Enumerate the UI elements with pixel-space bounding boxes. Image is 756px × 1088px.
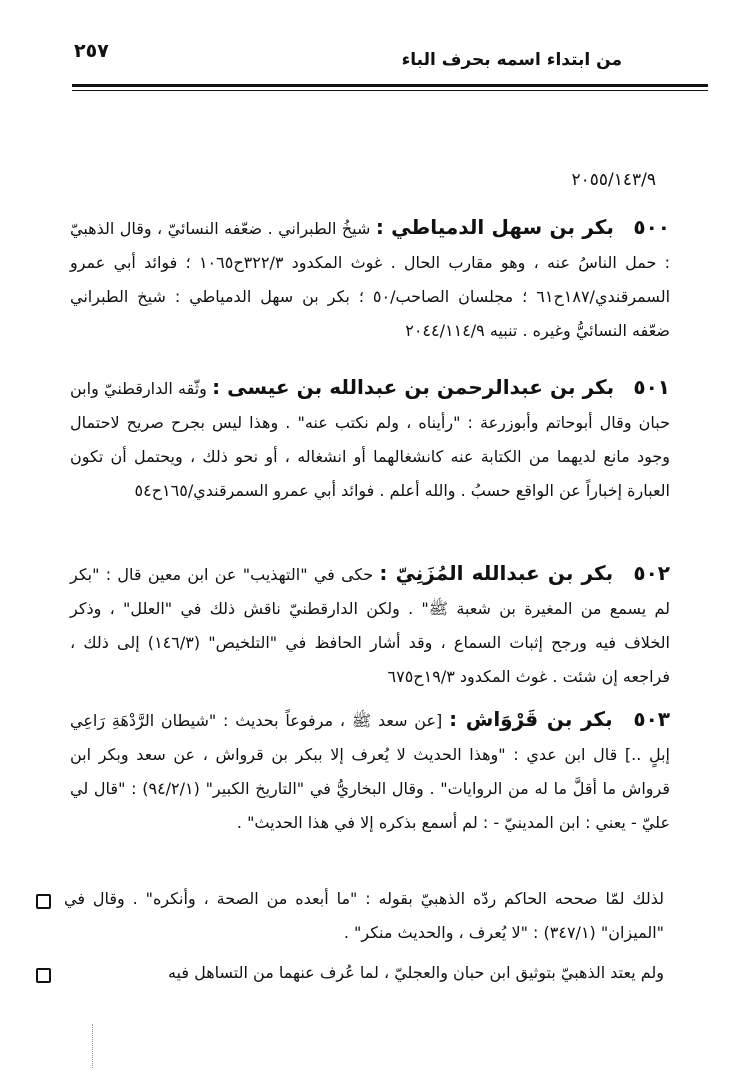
entry-name: بكر بن عبدالرحمن بن عبدالله بن عيسى :	[212, 375, 615, 399]
entry-text: وثّقه الدارقطنيّ وابن حبان وقال أبوحاتم وأبوزرعة : "رأيناه ، ولم نكتب عنه" . وهذا ليس بجرح صريح لاحتمال وجود مانع لديهما من الكتابة عنه كانشغالهما أو انشغاله ، أو نحو ذلك ، ويحتمل أن تكون العبارة إخباراً عن الواقع حسبُ . والله أعلم . فوائد أبي عمرو السمرقندي/١٦٥ح٥٤	[70, 379, 670, 500]
footnote-text: لذلك لمّا صححه الحاكم ردّه الذهبيّ بقوله : "ما أبعده من الصحة ، وأنكره" . وقال في "الميزان" (٣٤٧/١) : "لا يُعرف ، والحديث منكر" .	[64, 889, 664, 942]
entry-name: بكر بن سهل الدمياطي :	[375, 215, 614, 239]
entry-501	[70, 370, 670, 508]
entry-502	[70, 556, 670, 694]
footnote-item	[64, 882, 664, 950]
entry-number: ٥٠٠	[633, 215, 670, 239]
entry-503	[70, 702, 670, 840]
entry-text: حكى في "التهذيب" عن ابن معين قال : "بكر لم يسمع من المغيرة بن شعبة ﷺ" . ولكن الدارقطنيّ ناقش ذلك في "العلل" ، وذكر الخلاف فيه ورجح إثبات السماع ، وقد أشار الحافظ في "التلخيص" (١٤٦/٣) إلى ذلك ، فراجعه إن شئت . غوث المكدود ١٩/٣ح٦٧٥	[70, 565, 671, 686]
carry-over-reference: ٢٠٥٥/١٤٣/٩	[571, 170, 656, 190]
entry-text: [عن سعد ﷺ ، مرفوعاً بحديث : "شيطان الرَّدْهَةِ رَاعِي إبلٍ ..] قال ابن عدي : "وهذا الحديث لا يُعرف إلا ببكر بن قرواش ، عن سعد وبكر ابن قرواش ما أقلَّ ما له من الروايات" . وقال البخاريُّ في "التاريخ الكبير" (٩٤/٢/١) : "قال لي عليّ - يعني : ابن المدينيّ - : لم أسمع بذكره إلا في هذا الحديث" .	[70, 711, 670, 832]
running-title: من ابتداء اسمه بحرف الباء	[401, 50, 622, 70]
checkbox-bullet-icon	[36, 968, 51, 983]
footnote-item	[64, 956, 664, 990]
page-number: ٢٥٧	[74, 40, 109, 62]
checkbox-bullet-icon	[36, 894, 51, 909]
entry-number: ٥٠١	[633, 375, 670, 399]
entry-name: بكر بن قَرْوَاش :	[449, 707, 613, 731]
margin-mark	[92, 1024, 94, 1068]
header-rule-thin	[72, 90, 708, 91]
entry-number: ٥٠٢	[633, 561, 671, 585]
entry-number: ٥٠٣	[633, 707, 670, 731]
entry-500	[70, 210, 670, 348]
entry-name: بكر بن عبدالله المُزَنِيّ :	[379, 561, 614, 585]
header-rule-thick	[72, 84, 708, 87]
entry-text: شيخُ الطبراني . ضعّفه النسائيّ ، وقال الذهبيّ : حمل الناسُ عنه ، وهو مقارب الحال . غوث المكدود ٣٢٢/٣ح١٠٦٥ ؛ فوائد أبي عمرو السمرقندي/١٨٧ح٦١ ؛ مجلسان الصاحب/٥٠ ؛ بكر بن سهل الدمياطي : شيخ الطبراني ضعّفه النسائيُّ وغيره . تنبيه ٢٠٤٤/١١٤/٩	[70, 219, 671, 340]
footnote-text: ولم يعتد الذهبيّ بتوثيق ابن حبان والعجليّ ، لما عُرف عنهما من التساهل فيه	[167, 963, 664, 982]
